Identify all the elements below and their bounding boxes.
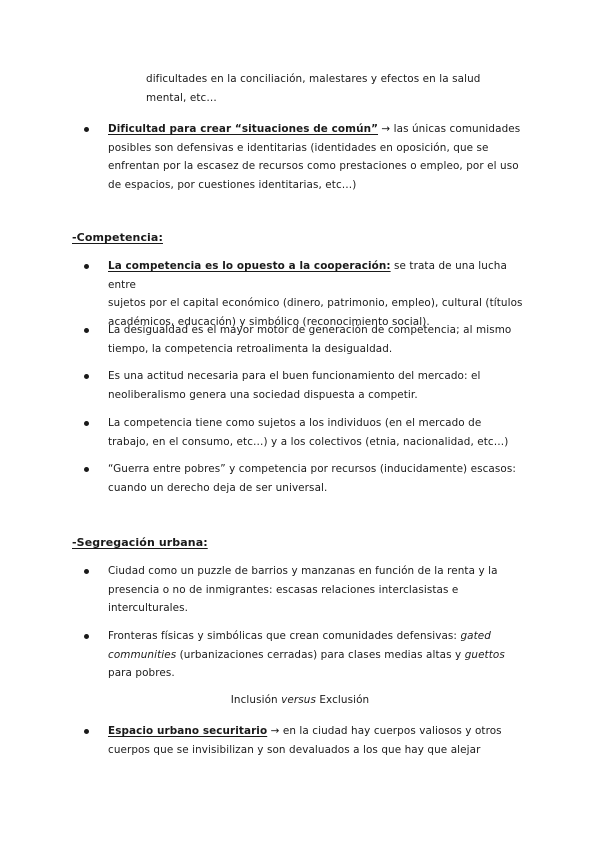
- text-line: posibles son defensivas e identitarias (identidades en oposición, que se: [108, 141, 489, 154]
- text-line: La competencia tiene como sujetos a los individuos (en el mercado de: [108, 417, 482, 429]
- text-line: sujetos por el capital económico (dinero, patrimonio, empleo), cultural (títulos: [108, 297, 523, 309]
- section-heading-segregacion: -Segregación urbana:: [72, 536, 208, 549]
- text-line: Es una actitud necesaria para el buen funcionamiento del mercado: el: [108, 370, 481, 382]
- text-line: [108, 627, 524, 646]
- bullet-icon: [84, 634, 89, 639]
- bullet-icon: [84, 569, 89, 574]
- bullet-icon: [84, 328, 89, 333]
- centered-line: [0, 691, 600, 710]
- inline-text: → en la ciudad hay cuerpos valiosos y otros: [267, 725, 502, 737]
- bullet-icon: [84, 374, 89, 379]
- text-line: de espacios, por cuestiones identitarias, etc…): [108, 178, 357, 191]
- text-line: dificultades en la conciliación, malestares y efectos en la salud: [146, 73, 481, 85]
- text-line: “Guerra entre pobres” y competencia por recursos (inducidamente) escasos:: [108, 463, 516, 475]
- text-line: interculturales.: [108, 602, 189, 614]
- inline-text: Fronteras físicas y simbólicas que crean comunidades defensivas:: [108, 630, 461, 642]
- inline-text: (urbanizaciones cerradas) para clases medias altas y: [176, 648, 465, 661]
- italic-text: guettos: [464, 648, 505, 661]
- italic-text: communities: [108, 648, 177, 661]
- text-line: cuerpos que se invisibilizan y son devaluados a los que hay que alejar: [108, 743, 481, 756]
- section-heading-competencia: -Competencia:: [72, 231, 163, 244]
- text-line: La desigualdad es el mayor motor de generación de competencia; al mismo: [108, 324, 512, 336]
- bullet-icon: [84, 421, 89, 426]
- text-line: para pobres.: [108, 667, 175, 679]
- bullet-icon: [84, 127, 89, 132]
- text-line: académicos, educación) y simbólico (reconocimiento social).: [108, 315, 430, 328]
- text-line: cuando un derecho deja de ser universal.: [108, 481, 328, 494]
- text-line: [108, 722, 524, 741]
- italic-text: versus: [281, 694, 316, 706]
- inline-text: Exclusión: [315, 694, 370, 706]
- text-line: enfrentan por la escasez de recursos como prestaciones o empleo, por el uso: [108, 160, 519, 172]
- inline-text: se trata de una lucha entre: [108, 260, 507, 291]
- text-line: [108, 646, 524, 665]
- text-line: mental, etc…: [146, 91, 217, 104]
- text-line: [108, 120, 524, 139]
- bold-lead: La competencia es lo opuesto a la cooperación:: [108, 260, 391, 272]
- inline-text: Inclusión: [230, 694, 282, 706]
- text-line: trabajo, en el consumo, etc…) y a los colectivos (etnia, nacionalidad, etc…): [108, 435, 509, 448]
- text-line: Ciudad como un puzzle de barrios y manzanas en función de la renta y la: [108, 565, 498, 577]
- inline-text: → las únicas comunidades: [378, 123, 521, 135]
- text-line: neoliberalismo genera una sociedad dispuesta a competir.: [108, 388, 418, 401]
- text-line: tiempo, la competencia retroalimenta la desigualdad.: [108, 342, 393, 355]
- bullet-icon: [84, 264, 89, 269]
- bold-lead: Espacio urbano securitario: [108, 725, 268, 737]
- continuation-paragraph: [146, 70, 546, 107]
- text-line: [108, 257, 524, 294]
- bold-lead: Dificultad para crear “situaciones de común”: [108, 123, 379, 135]
- text-line: presencia o no de inmigrantes: escasas relaciones interclasistas e: [108, 583, 459, 596]
- bullet-icon: [84, 467, 89, 472]
- italic-text: gated: [460, 630, 491, 642]
- bullet-icon: [84, 729, 89, 734]
